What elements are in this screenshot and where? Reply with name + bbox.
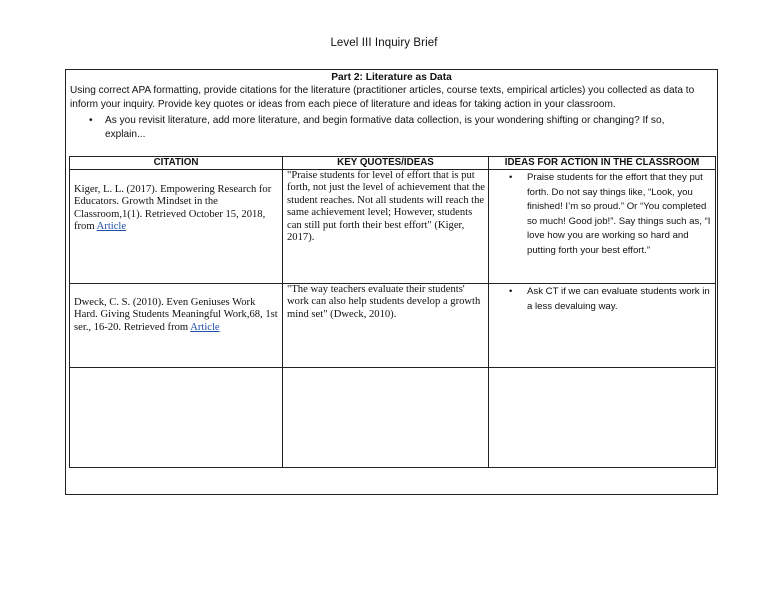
idea-text: Ask CT if we can evaluate students work in a less devaluing way.: [527, 286, 710, 312]
header-ideas-for-action: IDEAS FOR ACTION IN THE CLASSROOM: [489, 157, 716, 170]
header-citation: CITATION: [70, 157, 283, 170]
idea-text: Praise students for the effort that they put forth. Do not say things like, “Look, you finished! I’m so proud.” Or “You completed so much! Good job!”. Say things such as, “I love how you are working so hard and putting forth your best effort.”: [527, 172, 711, 256]
quote-cell-empty[interactable]: [283, 368, 489, 468]
table-header-row: [70, 157, 716, 170]
ideas-cell: [489, 284, 716, 368]
literature-table: [69, 156, 716, 468]
quote-cell: [283, 284, 489, 368]
ideas-list: [489, 170, 715, 258]
table-row: [70, 170, 716, 284]
table-row: [70, 368, 716, 468]
section-instructions: Using correct APA formatting, provide citations for the literature (practitioner articles, course texts, empirical articles) you collected as data to inform your inquiry. Provide key quotes or ideas from each piece of literature and ideas for taking action in your classroom.: [70, 85, 695, 110]
citation-body: Dweck, C. S. (2010). Even Geniuses Work Hard. Giving Students Meaningful Work,68, 1st ser., 16-20. Retrieved from: [74, 297, 278, 333]
key-quote: "The way teachers evaluate their students' work can also help students develop a growth mind set" (Dweck, 2010).: [287, 284, 481, 320]
list-item: [489, 171, 711, 258]
citation-cell: [70, 170, 283, 284]
citation-text: [70, 284, 282, 334]
citation-text: [70, 170, 282, 234]
reflection-prompt: As you revisit literature, add more literature, and begin formative data collection, is your wondering shifting or changing? If so, explain...: [105, 115, 665, 140]
article-link[interactable]: Article: [96, 221, 127, 233]
key-quote: "Praise students for level of effort that is put forth, not just the level of achievement that the student reaches. Not all students will reach the same achievement level; However, students can still put forth their best effort" (Kiger, 2017).: [287, 170, 485, 244]
header-key-quotes: KEY QUOTES/IDEAS: [283, 157, 489, 170]
quote-cell: [283, 170, 489, 284]
bullet-icon: •: [509, 286, 513, 297]
citation-cell-empty[interactable]: [70, 368, 283, 468]
citation-body: Kiger, L. L. (2017). Empowering Research for Educators. Growth Mindset in the Classroom,1(1). Retrieved October 15, 2018, from: [74, 184, 272, 233]
citation-cell: [70, 284, 283, 368]
bullet-icon: •: [509, 172, 513, 183]
bullet-icon: •: [89, 115, 93, 126]
table-row: [70, 284, 716, 368]
document-title: Level III Inquiry Brief: [330, 37, 438, 49]
ideas-list: [489, 284, 715, 314]
list-item: [489, 285, 711, 314]
ideas-cell: [489, 170, 716, 284]
section-title: Part 2: Literature as Data: [331, 72, 452, 83]
literature-section: [65, 69, 718, 495]
ideas-cell-empty[interactable]: [489, 368, 716, 468]
article-link[interactable]: Article: [190, 321, 220, 333]
